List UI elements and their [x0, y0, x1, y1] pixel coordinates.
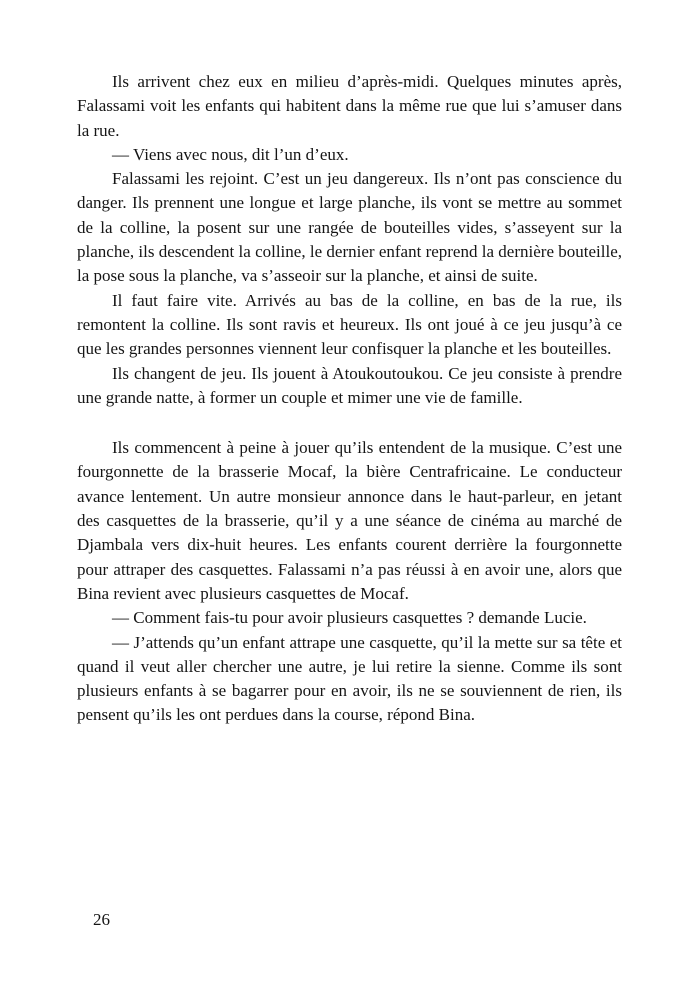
page-number: 26	[93, 910, 110, 929]
paragraph: Ils commencent à peine à jouer qu’ils entendent de la musique. C’est une fourgonnette de la brasserie Mocaf, la bière Centrafricaine. Le conducteur avance lentement. Un autre monsieur annonce dans le haut-parleur, en jetant des casquettes de la brasserie, qu’il y a une séance de cinéma au marché de Djambala vers dix-huit heures. Les enfants courent derrière la fourgonnette pour attraper des casquettes. Falassami n’a pas réussi à en avoir une, alors que Bina revient avec plusieurs casquettes de Mocaf.	[77, 438, 622, 603]
paragraph: Ils changent de jeu. Ils jouent à Atoukoutoukou. Ce jeu consiste à prendre une grande natte, à former un couple et mimer une vie de famille.	[77, 363, 622, 407]
paragraph: Falassami les rejoint. C’est un jeu dangereux. Ils n’ont pas conscience du danger. Ils prennent une longue et large planche, ils vont se mettre au sommet de la colline, la posent sur une rangée de bouteilles vides, s’asseyent sur la planche, ils descendent la colline, le dernier enfant reprend la dernière bouteille, la pose sous la planche, va s’asseoir sur la planche, et ainsi de suite.	[77, 169, 622, 286]
paragraph-dialogue: — J’attends qu’un enfant attrape une casquette, qu’il la mette sur sa tête et quand il veut aller chercher une autre, je lui retire la sienne. Comme ils sont plusieurs enfants à se bagarrer pour en avoir, ils ne se souviennent de rien, ils pensent qu’ils les ont perdues dans la course, répond Bina.	[77, 632, 622, 725]
paragraph-dialogue: — Comment fais-tu pour avoir plusieurs casquettes ? demande Lucie.	[112, 608, 587, 628]
paragraph-dialogue: — Viens avec nous, dit l’un d’eux.	[112, 144, 349, 164]
body-text	[77, 70, 622, 728]
paragraph: Il faut faire vite. Arrivés au bas de la colline, en bas de la rue, ils remontent la colline. Ils sont ravis et heureux. Ils ont joué à ce jeu jusqu’à ce que les grandes personnes viennent leur confisquer la planche et les bouteilles.	[77, 290, 622, 359]
paragraph: Ils arrivent chez eux en milieu d’après-midi. Quelques minutes après, Falassami voit les enfants qui habitent dans la même rue que lui s’amuser dans la rue.	[77, 72, 622, 140]
